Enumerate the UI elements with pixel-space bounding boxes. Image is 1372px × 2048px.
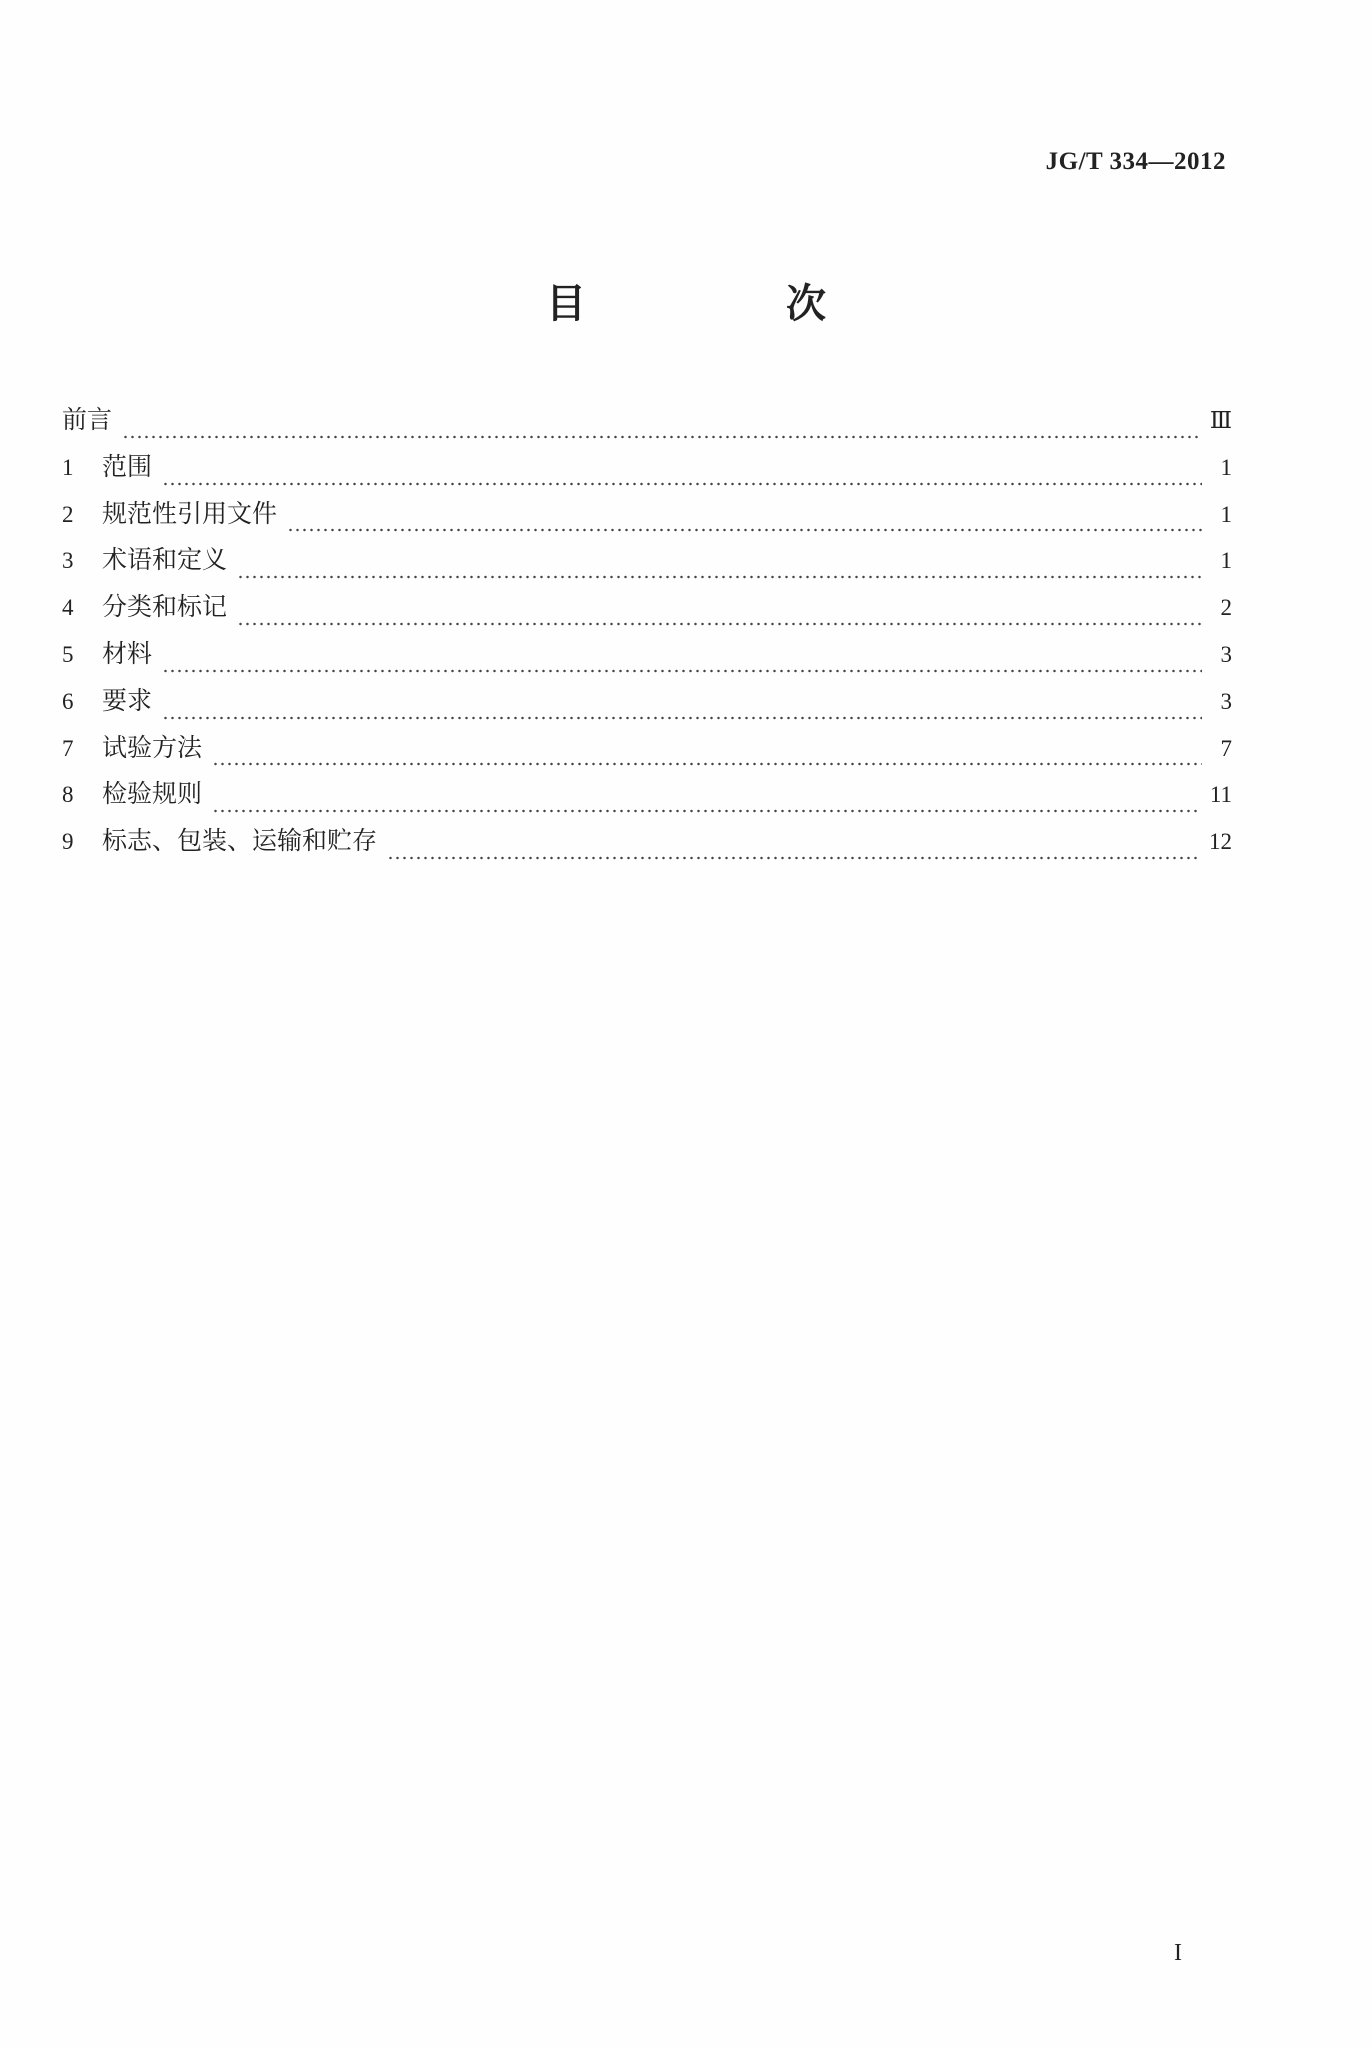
toc-leader-dots xyxy=(162,669,1202,673)
toc-entry-1[interactable] xyxy=(62,447,1232,494)
table-of-contents xyxy=(62,400,1232,868)
toc-entry-label: 要求 xyxy=(102,685,153,715)
toc-entry-page: 2 xyxy=(1220,595,1232,621)
toc-entry-label: 材料 xyxy=(102,638,153,668)
toc-entry-number: 4 xyxy=(62,595,74,621)
toc-entry-page: 12 xyxy=(1209,829,1232,855)
toc-leader-dots xyxy=(387,856,1199,860)
toc-entry-label: 分类和标记 xyxy=(102,592,228,622)
toc-leader-dots xyxy=(237,575,1202,579)
toc-entry-label: 前言 xyxy=(62,405,113,434)
toc-entry-number: 1 xyxy=(62,454,74,480)
toc-title: 目 次 xyxy=(546,281,906,327)
toc-entry-foreword[interactable] xyxy=(62,400,1232,447)
toc-leader-dots xyxy=(237,622,1202,626)
toc-entry-number: 2 xyxy=(62,501,74,527)
toc-entry-page: 1 xyxy=(1220,454,1232,480)
toc-entry-label: 试验方法 xyxy=(102,732,203,762)
toc-leader-dots xyxy=(122,435,1200,439)
toc-leader-dots xyxy=(162,482,1202,486)
toc-entry-number: 5 xyxy=(62,641,74,667)
toc-entry-label: 范围 xyxy=(102,451,153,481)
standard-code: JG/T 334—2012 xyxy=(1045,148,1226,175)
toc-entry-label: 术语和定义 xyxy=(102,545,228,575)
toc-entry-3[interactable] xyxy=(62,540,1232,587)
toc-entry-6[interactable] xyxy=(62,681,1232,728)
toc-entry-page: 11 xyxy=(1209,782,1232,808)
toc-entry-number: 8 xyxy=(62,782,74,808)
toc-entry-number: 9 xyxy=(62,829,74,855)
toc-entry-4[interactable] xyxy=(62,587,1232,634)
toc-leader-dots xyxy=(212,809,1200,813)
toc-entry-page: 3 xyxy=(1220,688,1232,714)
toc-entry-5[interactable] xyxy=(62,634,1232,681)
toc-entry-label: 规范性引用文件 xyxy=(102,498,278,528)
toc-entry-label: 检验规则 xyxy=(102,779,203,809)
toc-entry-9[interactable] xyxy=(62,821,1232,868)
toc-entry-number: 3 xyxy=(62,548,74,574)
toc-leader-dots xyxy=(287,528,1202,532)
toc-entry-page: 1 xyxy=(1220,548,1232,574)
toc-leader-dots xyxy=(212,762,1202,766)
toc-entry-page: 7 xyxy=(1220,735,1232,761)
toc-entry-label: 标志、包装、运输和贮存 xyxy=(102,826,378,856)
toc-entry-page: Ⅲ xyxy=(1209,408,1232,433)
toc-entry-number: 6 xyxy=(62,688,74,714)
toc-entry-8[interactable] xyxy=(62,774,1232,821)
toc-entry-page: 1 xyxy=(1220,501,1232,527)
toc-entry-2[interactable] xyxy=(62,494,1232,541)
toc-entry-page: 3 xyxy=(1220,641,1232,667)
page-number: I xyxy=(1174,1940,1182,1966)
toc-entry-number: 7 xyxy=(62,735,74,761)
toc-entry-7[interactable] xyxy=(62,728,1232,775)
toc-leader-dots xyxy=(162,716,1202,720)
